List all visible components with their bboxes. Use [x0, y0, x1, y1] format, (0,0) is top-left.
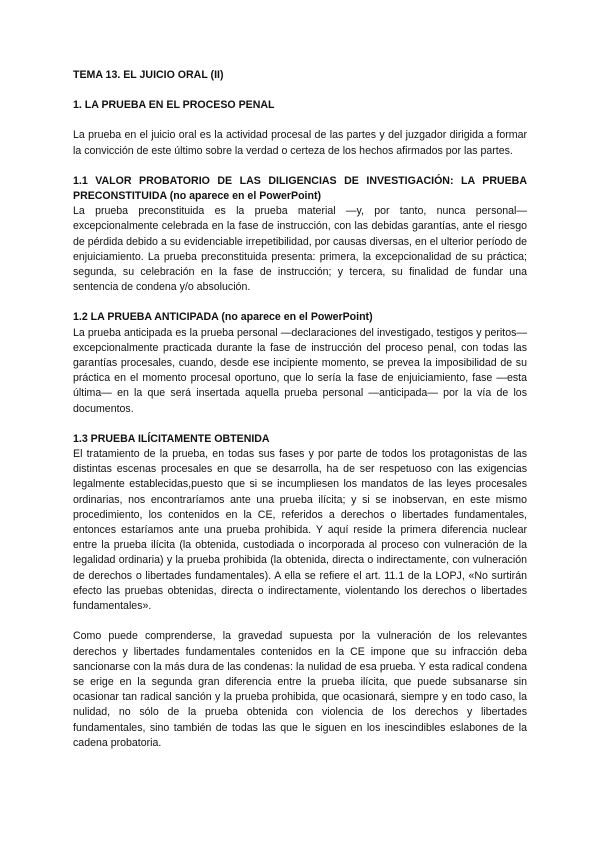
subsection-1-1-heading: 1.1 VALOR PROBATORIO DE LAS DILIGENCIAS DE INVESTIGACIÓN: LA PRUEBA PRECONSTITUIDA (no aparece en el PowerPoint) — [73, 174, 527, 203]
subsection-1-1-paragraph: La prueba preconstituida es la prueba material —y, por tanto, nunca personal— excepcionalmente celebrada en la fase de instrucción, con las debidas garantías, ante el riesgo de pérdida debido a su evidenciable irrepetibilidad, por causas diversas, en el ulterior período de enjuiciamiento. La prueba preconstituida presenta: primera, la excepcionalidad de su práctica; segunda, su celebración en la fase de instrucción; y tercera, su finalidad de fundar una sentencia de condena y/o absolución. — [73, 205, 527, 294]
section-1-paragraph: La prueba en el juicio oral es la actividad procesal de las partes y del juzgador dirigida a formar la convicción de este último sobre la verdad o certeza de los hechos afirmados por las partes. — [73, 129, 527, 157]
subsection-1-3-heading: 1.3 PRUEBA ILÍCITAMENTE OBTENIDA — [73, 432, 270, 445]
subsection-1-3-paragraph-1: El tratamiento de la prueba, en todas sus fases y por parte de todos los protagonistas de las distintas escenas procesales en que se desarrolla, ha de ser respetuoso con las exigencias legalmente establecidas,puesto que si se incumpliesen los mandatos de las leyes procesales ordinarias, nos encontraríamos ante una prueba ilícita; y si se inobservan, en este mismo procedimiento, los contenidos en la CE, referidos a derechos o libertades fundamentales, entonces estaríamos ante una prueba prohibida. Y aquí reside la primera diferencia nuclear entre la prueba ilícita (la obtenida, custodiada o incorporada al proceso con vulneración de la legalidad ordinaria) y la prueba prohibida (la obtenida, directa o indirectamente, con vulneración de derechos o libertades fundamentales). A ella se refiere el art. 11.1 de la LOPJ, «No surtirán efecto las pruebas obtenidas, directa o indirectamente, violentando los derechos o libertades fundamentales». — [73, 448, 527, 613]
document-title: TEMA 13. EL JUICIO ORAL (II) — [73, 69, 224, 81]
section-1-heading: 1. LA PRUEBA EN EL PROCESO PENAL — [73, 99, 275, 112]
subsection-1-3-paragraph-2: Como puede comprenderse, la gravedad supuesta por la vulneración de los relevantes derechos y libertades fundamentales contenidos en la CE impone que su infracción deba sancionarse con la más dura de las condenas: la nulidad de esa prueba. Y esta radical condena se erige en la segunda gran diferencia entre la prueba ilícita, que puede subsanarse sin ocasionar tan radical sanción y la prueba prohibida, que ocasionará, siempre y en todo caso, la nulidad, no sólo de la prueba obtenida con violencia de los derechos y libertades fundamentales, sino también de todas las que le siguen en los inescindibles eslabones de la cadena probatoria. — [73, 630, 527, 749]
subsection-1-2-heading: 1.2 LA PRUEBA ANTICIPADA (no aparece en el PowerPoint) — [73, 311, 373, 324]
document-body — [73, 68, 527, 751]
subsection-1-2-paragraph: La prueba anticipada es la prueba personal —declaraciones del investigado, testigos y peritos— excepcionalmente practicada durante la fase de instrucción del proceso penal, con todas las garantías procesales, cuando, desde ese incipiente momento, se prevea la imposibilidad de su práctica en el momento procesal oportuno, que lo sería la fase de enjuiciamiento, fase —esta última— en la que será insertada aquella prueba personal —anticipada— por la vía de los documentos. — [73, 326, 527, 415]
